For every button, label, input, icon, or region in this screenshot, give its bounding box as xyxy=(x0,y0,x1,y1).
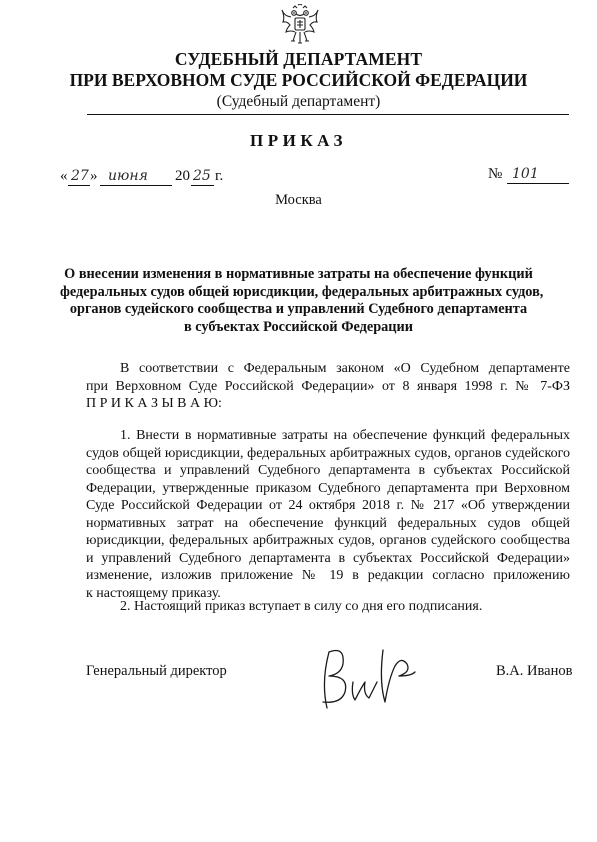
item-1-paragraph xyxy=(86,427,570,602)
text-line: 2. Настоящий приказ вступает в силу со дня его подписания. xyxy=(120,599,483,614)
text-line: юрисдикции, федеральных арбитражных судов, органов судейского сообщества xyxy=(86,533,570,548)
double-headed-eagle-emblem-icon xyxy=(281,4,319,46)
text-line: 1. Внести в нормативные затраты на обеспечение функций федеральных xyxy=(120,428,570,443)
date-year-suffix: 25 xyxy=(193,168,211,184)
date-day: 27 xyxy=(71,168,89,184)
text-line: к настоящему приказу. xyxy=(86,585,221,601)
text-line: и управлений Судебного департамента в субъектах Российской Федерации» xyxy=(86,550,570,566)
order-city: Москва xyxy=(275,192,322,208)
signer-role: Генеральный директор xyxy=(86,663,227,679)
text-line: Суде Российской Федерации от 24 октября 2018 г. № 217 «Об утверждении xyxy=(86,498,570,513)
org-short-name: (Судебный департамент) xyxy=(216,93,381,110)
org-name-line2: ПРИ ВЕРХОВНОМ СУДЕ РОССИЙСКОЙ ФЕДЕРАЦИИ xyxy=(69,70,528,90)
text-line: судов общей юрисдикции, федеральных арбитражных судов, органов судейского xyxy=(86,445,570,461)
number-label: № xyxy=(488,166,503,182)
date-open-quote: « xyxy=(60,168,68,184)
date-year-unit: г. xyxy=(215,168,224,184)
title-line: федеральных судов общей юрисдикции, федеральных арбитражных судов, xyxy=(60,283,544,300)
text-line: изменение, изложив приложение № 19 в редакции согласно приложению xyxy=(86,568,570,583)
item-2-paragraph xyxy=(86,598,570,616)
order-title xyxy=(60,266,544,336)
text-line: В соответствии с Федеральным законом «О Судебном департаменте xyxy=(120,361,570,376)
title-line: О внесении изменения в нормативные затраты на обеспечение функций xyxy=(64,266,533,282)
date-month-underline xyxy=(100,185,172,186)
order-number xyxy=(488,166,578,188)
date-close-quote: » xyxy=(90,168,98,184)
text-line: при Верховном Суде Российской Федерации» от 8 января 1998 г. № 7-ФЗ xyxy=(86,378,570,394)
date-year-prefix: 20 xyxy=(175,168,190,184)
date-year-underline xyxy=(191,185,214,186)
date-day-underline xyxy=(68,185,90,186)
text-line: нормативных затрат на обеспечение функций федеральных судов общей xyxy=(86,515,570,531)
header-divider xyxy=(87,114,569,115)
number-value: 101 xyxy=(512,166,539,182)
date-month: июня xyxy=(108,168,148,184)
document-type: ПРИКАЗ xyxy=(250,131,347,150)
number-underline xyxy=(507,183,569,184)
title-line: органов судейского сообщества и управлений Судебного департамента xyxy=(69,301,528,318)
preamble-paragraph xyxy=(86,360,570,413)
text-line: сообщества и управлений Судебного департамента в субъектах Российской xyxy=(86,463,570,478)
text-line: Федерации, утвержденные приказом Судебного департамента при Верховном xyxy=(86,480,570,496)
handwritten-signature xyxy=(315,642,423,712)
signer-name: В.А. Иванов xyxy=(496,663,573,679)
title-line: в субъектах Российской Федерации xyxy=(183,318,414,335)
order-directive: П Р И К А З Ы В А Ю: xyxy=(86,396,222,411)
org-name-line1: СУДЕБНЫЙ ДЕПАРТАМЕНТ xyxy=(174,49,423,69)
